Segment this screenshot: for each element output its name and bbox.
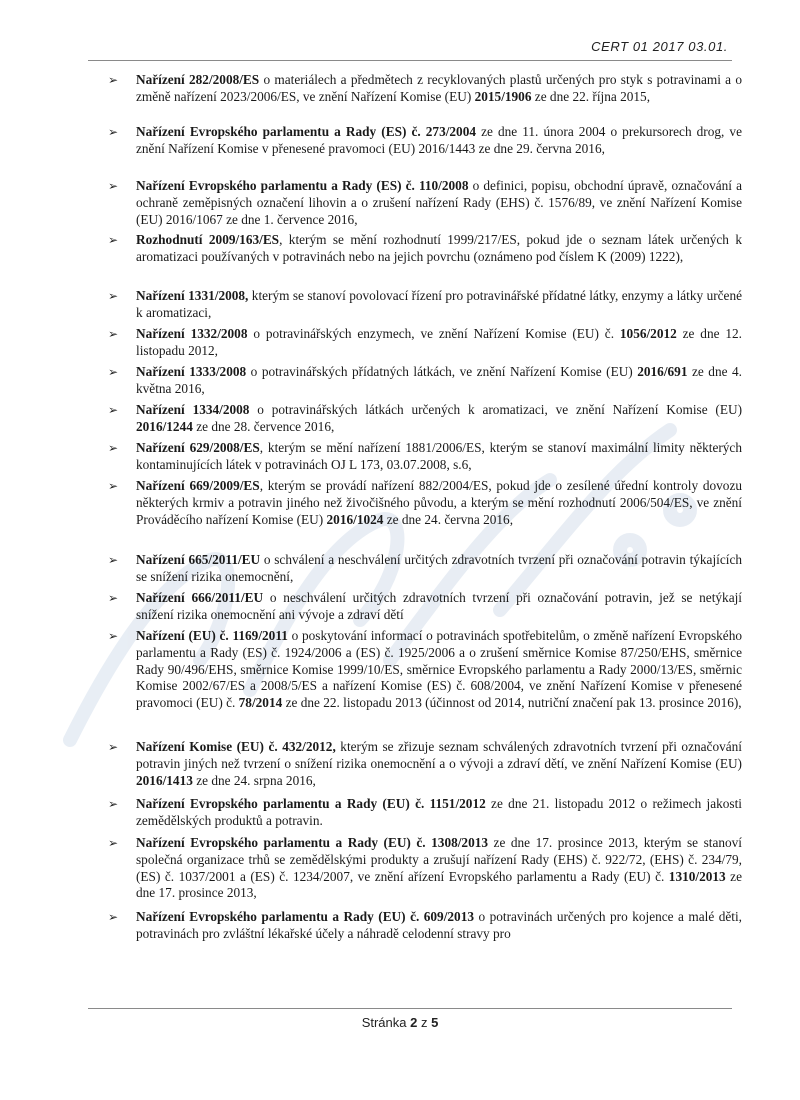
- arrow-bullet-icon: ➢: [108, 836, 119, 850]
- regulation-reference: 2016/1244: [136, 418, 193, 434]
- page-number-footer: [0, 1015, 800, 1030]
- arrow-bullet-icon: ➢: [108, 125, 119, 139]
- arrow-bullet-icon: ➢: [108, 365, 119, 379]
- regulation-text: ze dne 28. července 2016,: [192, 418, 335, 434]
- total-pages: 5: [431, 1015, 439, 1030]
- regulation-text: ze dne 17. prosince 2013,: [136, 868, 742, 901]
- regulation-text: o poskytování informací o potravinách spotřebitelům, o změně nařízení Evropského parlamentu a Rady (ES) č. 1924/2006 a (ES) č. 1925/2006 a o zrušení směrnice Komise 87/250/EHS, směrnice Rady 90/496/EHS, směrnice Komise 1999/10/ES, směrnice Evropského parlamentu a Rady 2000/13/ES, směrnic Komise 2002/67/ES a 2008/5/ES a nařízení Komise (ES) č. 608/2004, ve znění Nařízení Komise v přenesené pravomoci (EU) č.: [136, 628, 743, 711]
- regulation-list-item: [104, 288, 742, 322]
- arrow-bullet-icon: ➢: [108, 479, 119, 493]
- regulation-reference: Nařízení 1331/2008,: [136, 288, 249, 303]
- arrow-bullet-icon: ➢: [108, 797, 119, 811]
- regulation-list-item: [104, 124, 742, 158]
- regulation-reference: Nařízení 629/2008/ES: [136, 440, 260, 455]
- arrow-bullet-icon: ➢: [108, 740, 119, 754]
- regulation-list-item: [104, 835, 742, 902]
- regulation-reference: Nařízení 666/2011/EU: [136, 590, 264, 605]
- regulation-reference: 2015/1906: [474, 88, 532, 104]
- document-code-header: CERT 01 2017 03.01.: [591, 39, 728, 54]
- regulation-list-item: [104, 326, 742, 360]
- regulation-list-item: [104, 909, 742, 943]
- regulation-list-item: [104, 178, 742, 228]
- regulation-reference: Nařízení 1334/2008: [136, 402, 250, 417]
- regulation-list-item: [104, 402, 742, 436]
- regulation-text: o potravinářských přídatných látkách, ve znění Nařízení Komise (EU): [246, 364, 638, 379]
- header-divider: [88, 60, 732, 61]
- regulation-list-item: [104, 364, 742, 398]
- regulation-reference: 1056/2012: [619, 326, 677, 341]
- regulation-list-item: [104, 552, 742, 586]
- arrow-bullet-icon: ➢: [108, 591, 119, 605]
- arrow-bullet-icon: ➢: [108, 289, 119, 303]
- footer-divider: [88, 1008, 732, 1009]
- arrow-bullet-icon: ➢: [108, 553, 119, 567]
- regulation-list-item: [104, 590, 742, 624]
- regulation-reference: Nařízení Evropského parlamentu a Rady (EU) č. 1308/2013: [136, 835, 489, 850]
- regulation-text: kterým se stanoví povolovací řízení pro potravinářské přídatné látky, enzymy a látky určené k aromatizaci,: [136, 288, 742, 320]
- arrow-bullet-icon: ➢: [108, 629, 119, 643]
- regulation-list-item: [104, 628, 742, 712]
- regulation-reference: Nařízení 665/2011/EU: [136, 552, 261, 567]
- regulation-reference: Nařízení 282/2008/ES: [136, 72, 260, 87]
- regulation-list-item: [104, 796, 742, 830]
- regulation-reference: Nařízení Evropského parlamentu a Rady (ES) č. 110/2008: [136, 178, 469, 193]
- arrow-bullet-icon: ➢: [108, 403, 119, 417]
- regulation-text: o potravinářských enzymech, ve znění Nařízení Komise (EU) č.: [247, 326, 620, 341]
- regulation-text: o neschválení určitých zdravotních tvrzení při označování potravin, jež se netýkají snížení rizika onemocnění ani vývoje a zdraví dětí: [136, 590, 742, 622]
- regulation-text: o definici, popisu, obchodní úpravě, označování a ochraně zeměpisných označení lihovin a o zrušení nařízení Rady (EHS) č. 1576/89, ve znění Nařízení Komise (EU) 2016/1067 ze dne 1. července 2016,: [136, 178, 742, 227]
- regulation-reference: Nařízení Evropského parlamentu a Rady (EU) č. 609/2013: [136, 909, 474, 924]
- regulation-reference: Nařízení (EU) č. 1169/2011: [136, 628, 288, 643]
- regulation-text: ze dne 4. května 2016,: [136, 364, 742, 396]
- current-page: 2: [410, 1015, 418, 1030]
- regulation-reference: Rozhodnutí 2009/163/ES: [136, 232, 280, 247]
- regulation-reference: Nařízení 1333/2008: [136, 364, 247, 379]
- page-separator: z: [417, 1015, 432, 1030]
- regulation-text: o schválení a neschválení určitých zdravotních tvrzení při označování potravin týkajících se snížení rizika onemocnění,: [136, 552, 742, 584]
- regulation-reference: Nařízení 1332/2008: [136, 326, 248, 341]
- regulation-text: kterým se zřizuje seznam schválených zdravotních tvrzení při označování potravin jiných než tvrzení o snížení rizika onemocnění a o vývoji a zdraví dětí, ve znění Nařízení Komise (EU): [136, 739, 742, 771]
- regulation-text: ze dne 22. října 2015,: [531, 88, 651, 104]
- regulation-reference: 2016/691: [637, 364, 688, 379]
- regulation-text: ze dne 22. listopadu 2013 (účinnost od 2014, nutriční značení pak 13. prosince 2016),: [282, 695, 742, 711]
- regulation-text: o potravinách určených pro kojence a malé děti, potravinách pro zvláštní lékařské účely a náhradě celodenní stravy pro: [136, 909, 742, 941]
- regulation-text: ze dne 12. listopadu 2012,: [136, 326, 742, 358]
- regulation-reference: 78/2014: [238, 695, 283, 711]
- regulation-reference: Nařízení Evropského parlamentu a Rady (ES) č. 273/2004: [136, 124, 477, 139]
- regulation-text: , kterým se mění nařízení 1881/2006/ES, kterým se stanoví maximální limity některých kontaminujících látek v potravinách OJ L 173, 03.07.2008, s.6,: [136, 440, 742, 472]
- regulation-text: o potravinářských látkách určených k aromatizaci, ve znění Nařízení Komise (EU): [249, 402, 742, 417]
- regulation-list-item: [104, 440, 742, 474]
- regulation-list-item: [104, 232, 742, 266]
- arrow-bullet-icon: ➢: [108, 441, 119, 455]
- arrow-bullet-icon: ➢: [108, 73, 119, 87]
- arrow-bullet-icon: ➢: [108, 233, 119, 247]
- regulation-text: , kterým se mění rozhodnutí 1999/217/ES, pokud jde o seznam látek určených k aromatizaci používaných v potravinách nebo na jejich povrchu (oznámeno pod číslem K (2009) 1222),: [136, 232, 742, 264]
- regulation-reference: Nařízení Komise (EU) č. 432/2012,: [136, 739, 336, 754]
- regulation-reference: Nařízení 669/2009/ES: [136, 478, 260, 493]
- page-label: Stránka: [361, 1015, 411, 1030]
- regulation-text: ze dne 24. srpna 2016,: [192, 772, 316, 788]
- regulation-list-item: [104, 739, 742, 789]
- regulation-reference: 2016/1413: [136, 772, 193, 788]
- regulation-reference: 1310/2013: [668, 868, 726, 884]
- regulation-text: ze dne 17. prosince 2013, kterým se stanoví společná organizace trhů se zemědělskými produkty a zrušují nařízení Rady (EHS) č. 922/72, (EHS) č. 234/79, (ES) č. 1037/2001 a (ES) č. 1234/2007, ve znění ařízení Evropského parlamentu a Rady (EU) č.: [136, 835, 742, 884]
- regulation-text: ze dne 21. listopadu 2012 o režimech jakosti zemědělských produktů a potravin.: [136, 796, 742, 828]
- arrow-bullet-icon: ➢: [108, 910, 119, 924]
- regulation-text: ze dne 11. února 2004 o prekursorech drog, ve znění Nařízení Komise v přenesené pravomoci (EU) 2016/1443 ze dne 29. června 2016,: [136, 124, 742, 156]
- regulation-text: , kterým se provádí nařízení 882/2004/ES, pokud jde o zesílené úřední kontroly dovozu některých krmiv a potravin jiného než živočišného původu, a kterým se mění rozhodnutí 2006/504/ES, ve znění Prováděcího nařízení Komise (EU): [136, 478, 742, 527]
- regulation-text: o materiálech a předmětech z recyklovaných plastů určených pro styk s potravinami a o změně nařízení 2023/2006/ES, ve znění Nařízení Komise (EU): [136, 72, 742, 104]
- regulation-reference: Nařízení Evropského parlamentu a Rady (EU) č. 1151/2012: [136, 796, 486, 811]
- arrow-bullet-icon: ➢: [108, 179, 119, 193]
- regulation-list-item: [104, 72, 742, 106]
- regulation-text: ze dne 24. června 2016,: [383, 511, 514, 527]
- regulation-list-item: [104, 478, 742, 528]
- regulation-reference: 2016/1024: [326, 511, 384, 527]
- arrow-bullet-icon: ➢: [108, 327, 119, 341]
